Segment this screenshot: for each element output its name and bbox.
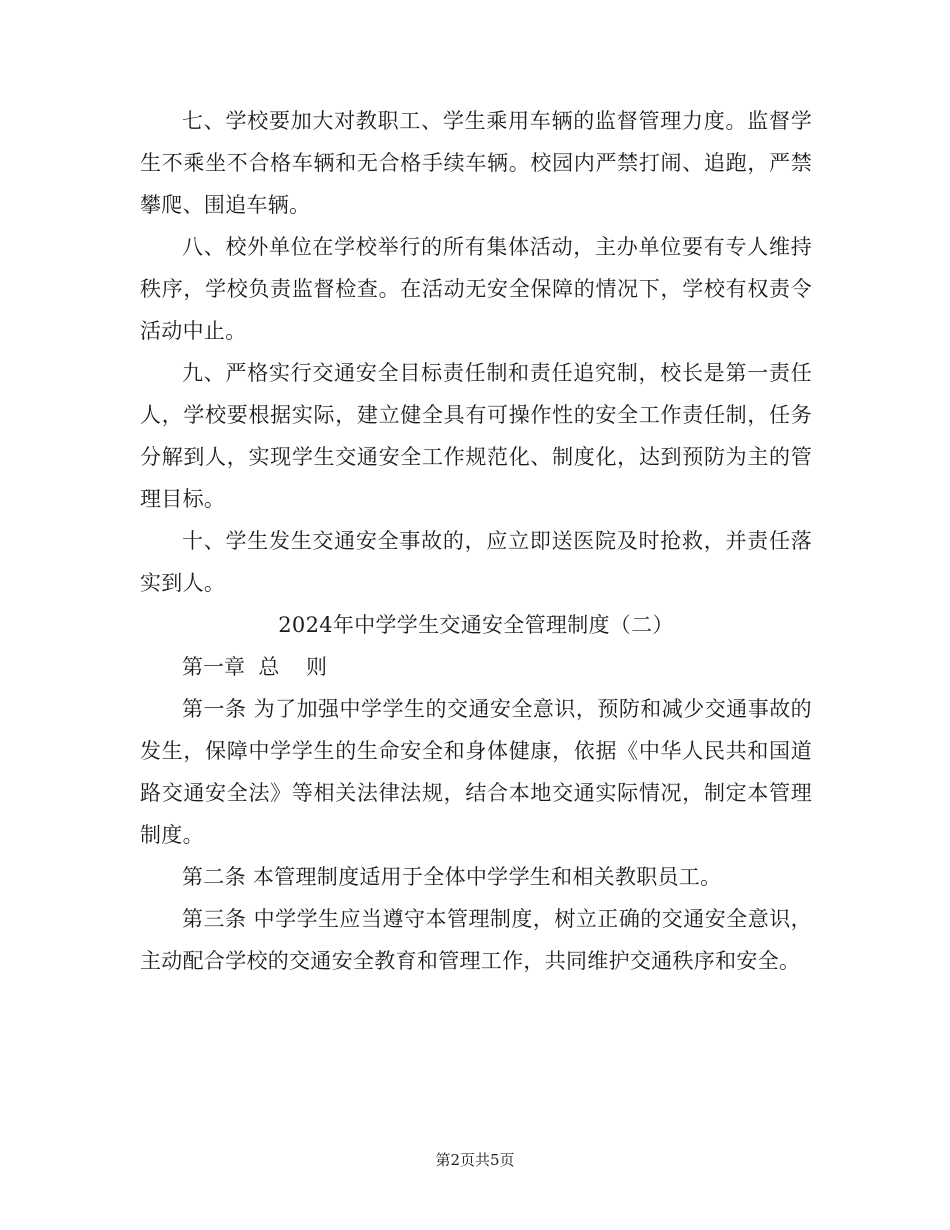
article-two: 第二条 本管理制度适用于全体中学学生和相关教职员工。 — [182, 865, 722, 889]
paragraph-eight: 八、校外单位在学校举行的所有集体活动，主办单位要有专人维持秩序，学校负责监督检查。在活动无安全保障的情况下，学校有权责令活动中止。 — [140, 235, 812, 343]
paragraph-seven: 七、学校要加大对教职工、学生乘用车辆的监督管理力度。监督学生不乘坐不合格车辆和无合格手续车辆。校园内严禁打闹、追跑，严禁攀爬、围追车辆。 — [140, 109, 812, 217]
page-number-footer: 第2页共5页 — [435, 1151, 515, 1169]
article-three: 第三条 中学学生应当遵守本管理制度，树立正确的交通安全意识，主动配合学校的交通安全教育和管理工作，共同维护交通秩序和安全。 — [140, 907, 812, 973]
chapter-heading: 第一章 总 则 — [182, 655, 328, 679]
article-one: 第一条 为了加强中学学生的交通安全意识，预防和减少交通事故的发生，保障中学学生的生命安全和身体健康，依据《中华人民共和国道路交通安全法》等相关法律法规，结合本地交通实际情况，制定本管理制度。 — [140, 697, 812, 847]
document-body — [140, 100, 812, 982]
paragraph-nine: 九、严格实行交通安全目标责任制和责任追究制，校长是第一责任人，学校要根据实际，建立健全具有可操作性的安全工作责任制，任务分解到人，实现学生交通安全工作规范化、制度化，达到预防为主的管理目标。 — [140, 361, 812, 511]
section-title: 2024年中学学生交通安全管理制度（二） — [278, 613, 674, 637]
paragraph-ten: 十、学生发生交通安全事故的，应立即送医院及时抢救，并责任落实到人。 — [140, 529, 812, 595]
